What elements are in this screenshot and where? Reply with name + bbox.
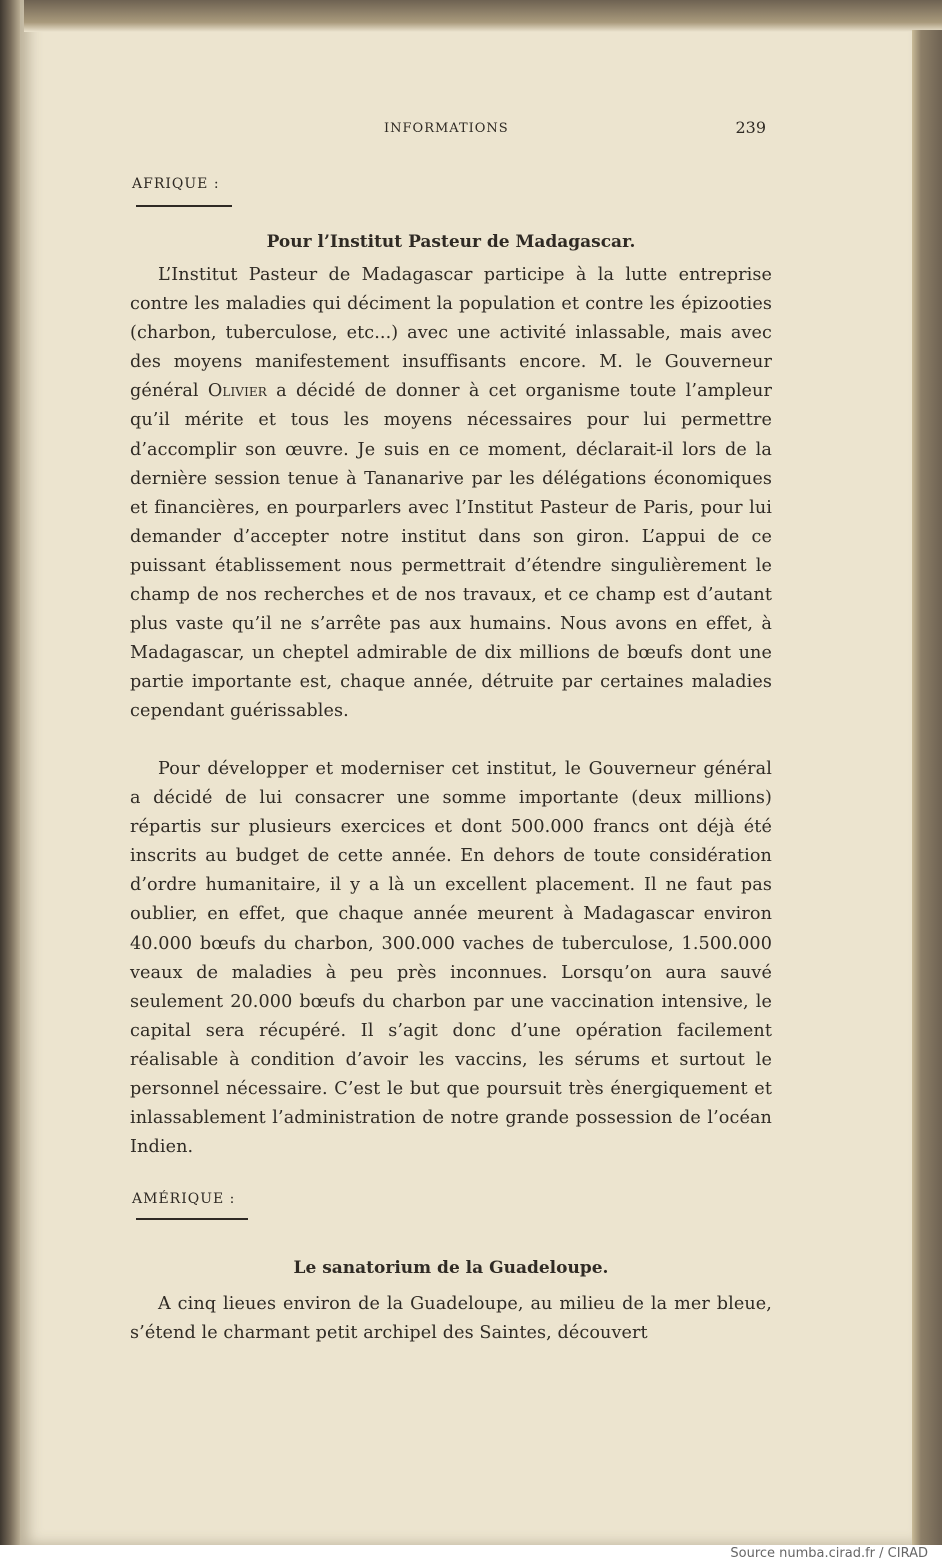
running-head: [130, 118, 772, 140]
governor-name: Olivier: [207, 381, 267, 402]
page-top-edge: [24, 0, 942, 32]
page-number: 239: [735, 118, 766, 137]
article-heading-guadeloupe: Le sanatorium de la Guadeloupe.: [293, 1258, 609, 1278]
running-title: INFORMATIONS: [384, 121, 509, 136]
paragraph-madagascar-1: [130, 261, 772, 727]
article-heading-madagascar: Pour l’Institut Pasteur de Madagascar.: [266, 232, 636, 252]
paragraph-text: L’Institut Pasteur de Madagascar participe à la lutte entreprise contre les maladies qui déciment la population et contre les épizooties (charbon, tuberculose, etc...) avec une activité inlassable, mais avec des moyens manifestement insuffisants encore. M. le Gouverneur général: [130, 265, 772, 402]
paragraph-guadeloupe-1: A cinq lieues environ de la Guadeloupe, au milieu de la mer bleue, s’étend le charmant petit archipel des Saintes, découvert: [130, 1294, 772, 1344]
section-label-amerique: AMÉRIQUE :: [132, 1191, 236, 1207]
source-credit: Source numba.cirad.fr / CIRAD: [730, 1546, 928, 1561]
paragraph-text: a décidé de donner à cet organisme toute l’ampleur qu’il mérite et tous les moyens nécessaires pour lui permettre d’accomplir son œuvre. Je suis en ce moment, déclarait-il lors de la dernière session tenue à Tananarive par les délégations économiques et financières, en pourparlers avec l’Institut Pasteur de Paris, pour lui demander d’accepter notre institut dans son giron. L’appui de ce puissant établissement nous permettrait d’étendre singulièrement le champ de nos recherches et de nos travaux, et ce champ est d’autant plus vaste qu’il ne s’arrête pas aux humains. Nous avons en effet, à Madagascar, un cheptel admirable de dix millions de bœufs dont une partie importante est, chaque année, détruite par certaines maladies cependant guérissables.: [130, 381, 772, 722]
section-label-afrique: AFRIQUE :: [132, 176, 220, 192]
page-fore-edge: [912, 30, 942, 1545]
section-rule-amerique: [136, 1218, 248, 1220]
paragraph-madagascar-2: Pour développer et moderniser cet institut, le Gouverneur général a décidé de lui consacrer une somme importante (deux millions) répartis sur plusieurs exercices et dont 500.000 francs ont déjà été inscrits au budget de cette année. En dehors de toute considération d’ordre humanitaire, il y a là un excellent placement. Il ne faut pas oublier, en effet, que chaque année meurent à Madagascar environ 40.000 bœufs du charbon, 300.000 vaches de tuberculose, 1.500.000 veaux de maladies à peu près inconnues. Lorsqu’on aura sauvé seulement 20.000 bœufs du charbon par une vaccination intensive, le capital sera récupéré. Il s’agit donc d’une opération facilement réalisable à condition d’avoir les vaccins, les sérums et surtout le personnel nécessaire. C’est le but que poursuit très énergiquement et inlassablement l’administration de notre grande possession de l’océan Indien.: [130, 759, 772, 1158]
section-rule-afrique: [136, 205, 232, 207]
